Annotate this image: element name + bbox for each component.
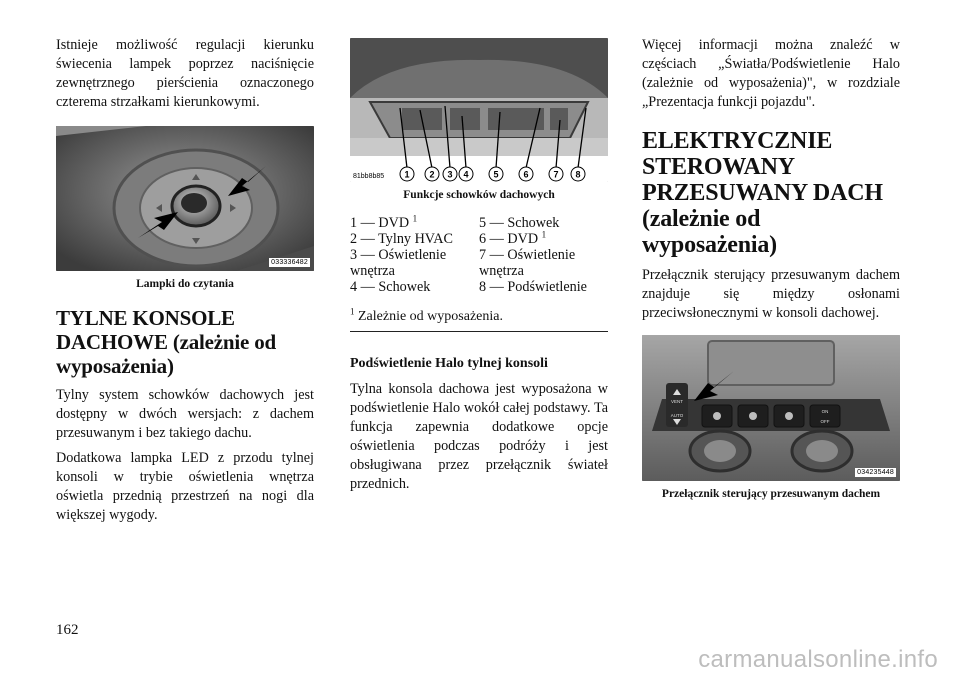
watermark: carmanualsonline.info (698, 646, 938, 673)
legend-item: 5 — Schowek (479, 215, 560, 231)
middle-column (350, 38, 608, 494)
legend-column-left (350, 215, 479, 295)
body-paragraph: Przełącznik sterujący przesuwanym dachem znajduje się między osłonami przeciwsłonecznymi w konsoli dachowej. (642, 267, 900, 321)
right-column (642, 36, 900, 502)
off-label: OFF (820, 419, 830, 424)
callout-1: 1 (404, 169, 410, 180)
callout-5: 5 (493, 169, 499, 180)
legend-item: 8 — Podświetlenie (479, 279, 587, 295)
page-number: 162 (56, 622, 79, 638)
photo-caption: Funkcje schowków dachowych (403, 189, 555, 201)
body-paragraph: Dodatkowa lampka LED z przodu tylnej konsoli w trybie oświetlenia wnętrza oświetla przednią przestrzeń na nogi dla większej wygody. (56, 450, 314, 523)
photo-reference-code: 033336482 (271, 259, 308, 266)
callout-2: 2 (429, 169, 435, 180)
callout-6: 6 (523, 169, 529, 180)
subheading: Podświetlenie Halo tylnej konsoli (350, 356, 548, 371)
legend-item: 2 — Tylny HVAC (350, 231, 453, 247)
legend-item: 3 — Oświetlenie wnętrza (350, 247, 447, 279)
reading-lamp-photo (56, 126, 314, 271)
photo-caption: Przełącznik sterujący przesuwanym dachem (661, 488, 881, 500)
left-column (56, 36, 314, 525)
footnote: $^1$ Zależnie od wyposażenia. (350, 309, 608, 332)
callout-7: 7 (553, 169, 559, 180)
callout-4: 4 (463, 169, 469, 180)
overhead-console-photo (350, 38, 608, 182)
photo-caption: Lampki do czytania (136, 278, 234, 290)
legend-column-right (479, 215, 608, 295)
legend-item: 1 — DVD $^1$ (350, 213, 418, 231)
sunroof-switch-illustration (642, 335, 900, 481)
intro-paragraph: Istnieje możliwość regulacji kierunku świecenia lampek poprzez naciśnięcie zewnętrznego pierścienia oznaczonego czterema strzałkami kierunkowymi. (56, 37, 314, 110)
on-label: ON (821, 409, 829, 414)
vent-label: VENT (670, 399, 684, 404)
legend-item: 6 — DVD $^1$ (479, 229, 547, 247)
section-heading: ELEKTRYCZNIE STEROWANY PRZESUWANY DACH (zależnie od wyposażenia) (642, 128, 883, 258)
reading-lamp-illustration (56, 126, 314, 271)
intro-paragraph: Więcej informacji można znaleźć w częściach „Światła/Podświetlenie Halo (zależnie od wyposażenia)", w rozdziale „Prezentacja funkcji pojazdu". (642, 37, 900, 110)
callout-3: 3 (447, 169, 453, 180)
sunroof-switch-photo (642, 335, 900, 481)
callout-8: 8 (575, 169, 581, 180)
body-paragraph: Tylna konsola dachowa jest wyposażona w podświetlenie Halo wokół całej podstawy. Ta funkcja zapewnia dodatkowe opcje oświetlenia podczas podróży i jest obsługiwana przez przełącznik świateł przednich. (350, 381, 608, 492)
section-heading: TYLNE KONSOLE DACHOWE (zależnie od wyposażenia) (56, 306, 276, 378)
auto-label: AUTO (670, 413, 684, 418)
overhead-console-illustration (350, 38, 608, 182)
legend (350, 215, 608, 295)
legend-item: 4 — Schowek (350, 279, 431, 295)
photo-reference-code: 034235448 (857, 469, 894, 476)
photo-reference-code: 81bb8b85 (353, 173, 385, 180)
body-paragraph: Tylny system schowków dachowych jest dostępny w dwóch wersjach: z dachem przesuwanym i bez takiego dachu. (56, 387, 314, 441)
legend-item: 7 — Oświetlenie wnętrza (479, 247, 576, 279)
